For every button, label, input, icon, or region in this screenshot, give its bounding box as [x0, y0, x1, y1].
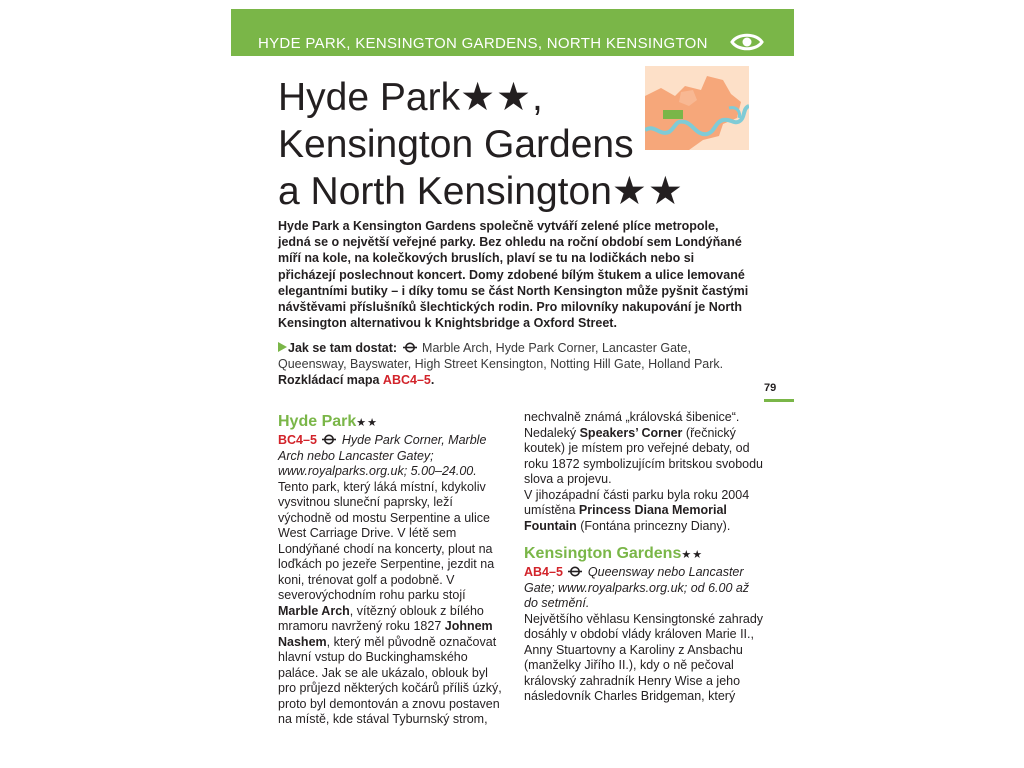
fountain-bold: Princess Diana Memorial Fountain	[524, 503, 727, 533]
kensington-gardens-info-text: Queensway nebo Lancaster Gate; www.royalparks.org.uk; od 6.00 až do setmění.	[524, 565, 750, 610]
marble-arch-bold: Marble Arch	[278, 603, 350, 618]
hyde-park-body	[278, 480, 508, 728]
map-label-end: .	[430, 373, 435, 388]
hyde-park-heading	[278, 412, 508, 433]
body-text: (řečnický koutek) je místem pro veřejné debaty, od roku 1872 symbolizujícím britskou svobodu slova a projevu.	[524, 425, 764, 486]
body-text: Tento park, který láká místní, kdykoliv vysvitnou sluneční paprsky, leží východně od mostu Serpentine a ulice West Carriage Drive. V létě sem Londýňané chodí na koncerty, plout na loďkách po jezeře Serpentine, jezdit na koni, trénovat golf a podobně. V severovýchodním rohu parku stojí	[278, 479, 495, 602]
kensington-gardens-info	[524, 565, 764, 612]
body-text: , vítězný oblouk z bílého mramoru navržený roku 1827	[278, 603, 484, 633]
intro-paragraph: Hyde Park a Kensington Gardens společně vytváří zelené plíce metropole, jedná se o největší veřejné parky. Bez ohledu na roční období sem Londýňané míří na kole, na kolečkových bruslích, plaví se tu na lodičkách nebo si přicházejí poslechnout koncert. Domy zdobené bílým štukem a ulice lemované elegantními butiky – i díky tomu se část North Kensington může pyšnit častými návštěvami příslušníků šlechtických rodin. Pro milovníky nakupování je North Kensington alternativou k Knightsbridge a Oxford Street.	[278, 219, 749, 331]
title-line-1: Hyde Park	[278, 76, 461, 119]
page-title	[278, 74, 684, 215]
underground-icon	[568, 566, 582, 577]
kensington-gardens-heading	[524, 544, 764, 565]
hyde-park-info-text: Hyde Park Corner, Marble Arch nebo Lancaster Gatey; www.royalparks.org.uk; 5.00–24.00.	[278, 433, 487, 478]
hyde-park-map-ref: BC4–5	[278, 433, 317, 447]
play-icon	[278, 342, 287, 352]
getting-there	[278, 340, 753, 389]
speakers-corner-bold: Speakers’ Corner	[579, 425, 683, 440]
kensington-gardens-map-ref: AB4–5	[524, 565, 563, 579]
john-nash-bold: Johnem Nashem	[278, 619, 493, 649]
hyde-park-stars: ★★	[356, 417, 378, 429]
body-text: V jihozápadní části parku byla roku 2004 umístěna	[524, 487, 750, 517]
map-label: Rozkládací mapa	[278, 373, 380, 388]
underground-icon	[403, 342, 417, 353]
stations-list: Marble Arch, Hyde Park Corner, Lancaster Gate, Queensway, Bayswater, High Street Kensington, Notting Hill Gate, Holland Park.	[278, 341, 724, 372]
title-line-3: a North Kensington	[278, 170, 612, 213]
hyde-park-heading-text: Hyde Park	[278, 413, 357, 430]
hyde-park-info	[278, 433, 508, 480]
locator-map	[645, 66, 749, 150]
fountain-paragraph	[524, 488, 764, 535]
getting-there-label: Jak se tam dostat:	[288, 341, 398, 355]
eye-icon	[730, 31, 764, 53]
banner-title: HYDE PARK, KENSINGTON GARDENS, NORTH KENSINGTON	[258, 35, 708, 52]
page-number: 79	[764, 382, 777, 394]
map-reference: ABC4–5	[382, 373, 431, 388]
kensington-gardens-heading-text: Kensington Gardens	[524, 545, 682, 562]
right-column	[524, 410, 764, 705]
kensington-gardens-stars: ★★	[681, 549, 704, 561]
title-stars-1: ★★,	[460, 76, 544, 119]
speakers-corner-paragraph	[524, 410, 764, 488]
title-line-2: Kensington Gardens	[278, 123, 634, 166]
left-column	[278, 412, 508, 728]
body-text: , který měl původně označovat hlavní vstup do Buckinghamského paláce. Jak se ale ukázalo, oblouk byl pro průjezd některých kočárů příliš úzký, proto byl demontován a znovu postaven na místě, kde stával Tyburnský strom,	[278, 634, 502, 726]
page-number-rule	[764, 399, 794, 402]
underground-icon	[322, 434, 336, 445]
body-text: (Fontána princezny Diany).	[576, 518, 731, 533]
kensington-gardens-body: Největšího věhlasu Kensingtonské zahrady dosáhly v období vlády královen Marie II., Anny Stuartovny a Karoliny z Ansbachu (manželky Jiřího II.), kdy o ně pečoval královský zahradník Henry Wise a jeho následovník Charles Bridgeman, který	[524, 611, 764, 703]
body-text: nechvalně známá „královská šibenice“. Nedaleký	[524, 410, 740, 440]
title-stars-3: ★★	[611, 170, 684, 213]
